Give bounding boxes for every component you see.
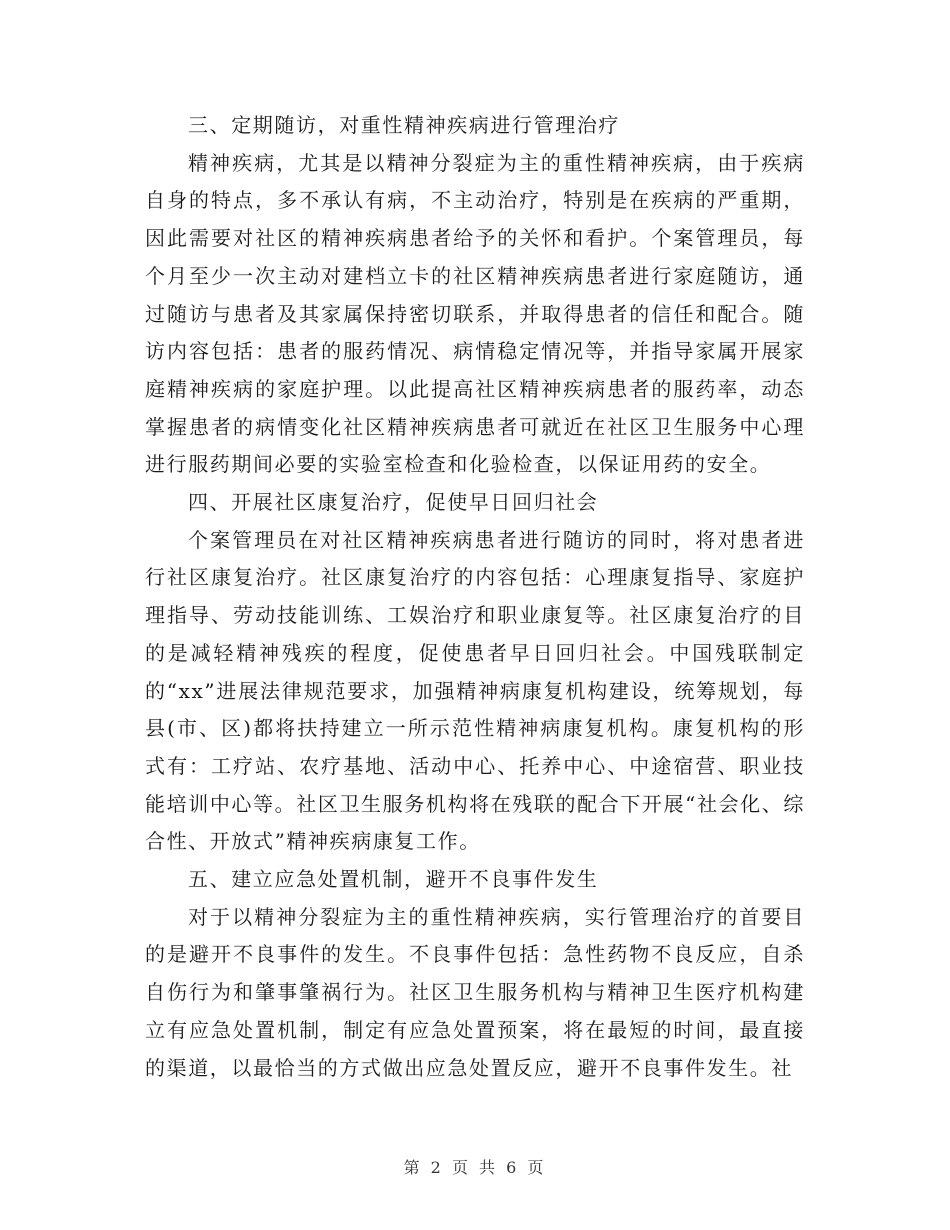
section-heading-5: 五、建立应急处置机制，避开不良事件发生 [188, 867, 599, 892]
body-paragraph: 对于以精神分裂症为主的重性精神疾病，实行管理治疗的首要目的是避开不良事件的发生。不良事件包括：急性药物不良反应，自杀自伤行为和肇事肇祸行为。社区卫生服务机构与精神卫生医疗机构建立有应急处置机制，制定有应急处置预案，将在最短的时间，最直接的渠道，以最恰当的方式做出应急处置反应，避开不良事件发生。社 [145, 904, 805, 1080]
document-body [145, 107, 805, 1087]
body-paragraph: 精神疾病，尤其是以精神分裂症为主的重性精神疾病，由于疾病自身的特点，多不承认有病，不主动治疗，特别是在疾病的严重期，因此需要对社区的精神疾病患者给予的关怀和看护。个案管理员，每个月至少一次主动对建档立卡的社区精神疾病患者进行家庭随访，通过随访与患者及其家属保持密切联系，并取得患者的信任和配合。随访内容包括：患者的服药情况、病情稳定情况等，并指导家属开展家庭精神疾病的家庭护理。以此提高社区精神疾病患者的服药率，动态掌握患者的病情变化社区精神疾病患者可就近在社区卫生服务中心理进行服药期间必要的实验室检查和化验检查，以保证用药的安全。 [145, 150, 805, 477]
section-heading-4: 四、开展社区康复治疗，促使早日回归社会 [188, 490, 599, 515]
section-heading-3: 三、定期随访，对重性精神疾病进行管理治疗 [188, 113, 620, 137]
page-footer: 第 2 页 共 6 页 [403, 1158, 547, 1177]
body-paragraph: 个案管理员在对社区精神疾病患者进行随访的同时，将对患者进行社区康复治疗。社区康复治疗的内容包括：心理康复指导、家庭护理指导、劳动技能训练、工娱治疗和职业康复等。社区康复治疗的目的是减轻精神残疾的程度，促使患者早日回归社会。中国残联制定的“xx”进展法律规范要求，加强精神病康复机构建设，统筹规划，每县(市、区)都将扶持建立一所示范性精神病康复机构。康复机构的形式有：工疗站、农疗基地、活动中心、托养中心、中途宿营、职业技能培训中心等。社区卫生服务机构将在残联的配合下开展“社会化、综合性、开放式”精神疾病康复工作。 [145, 527, 805, 854]
